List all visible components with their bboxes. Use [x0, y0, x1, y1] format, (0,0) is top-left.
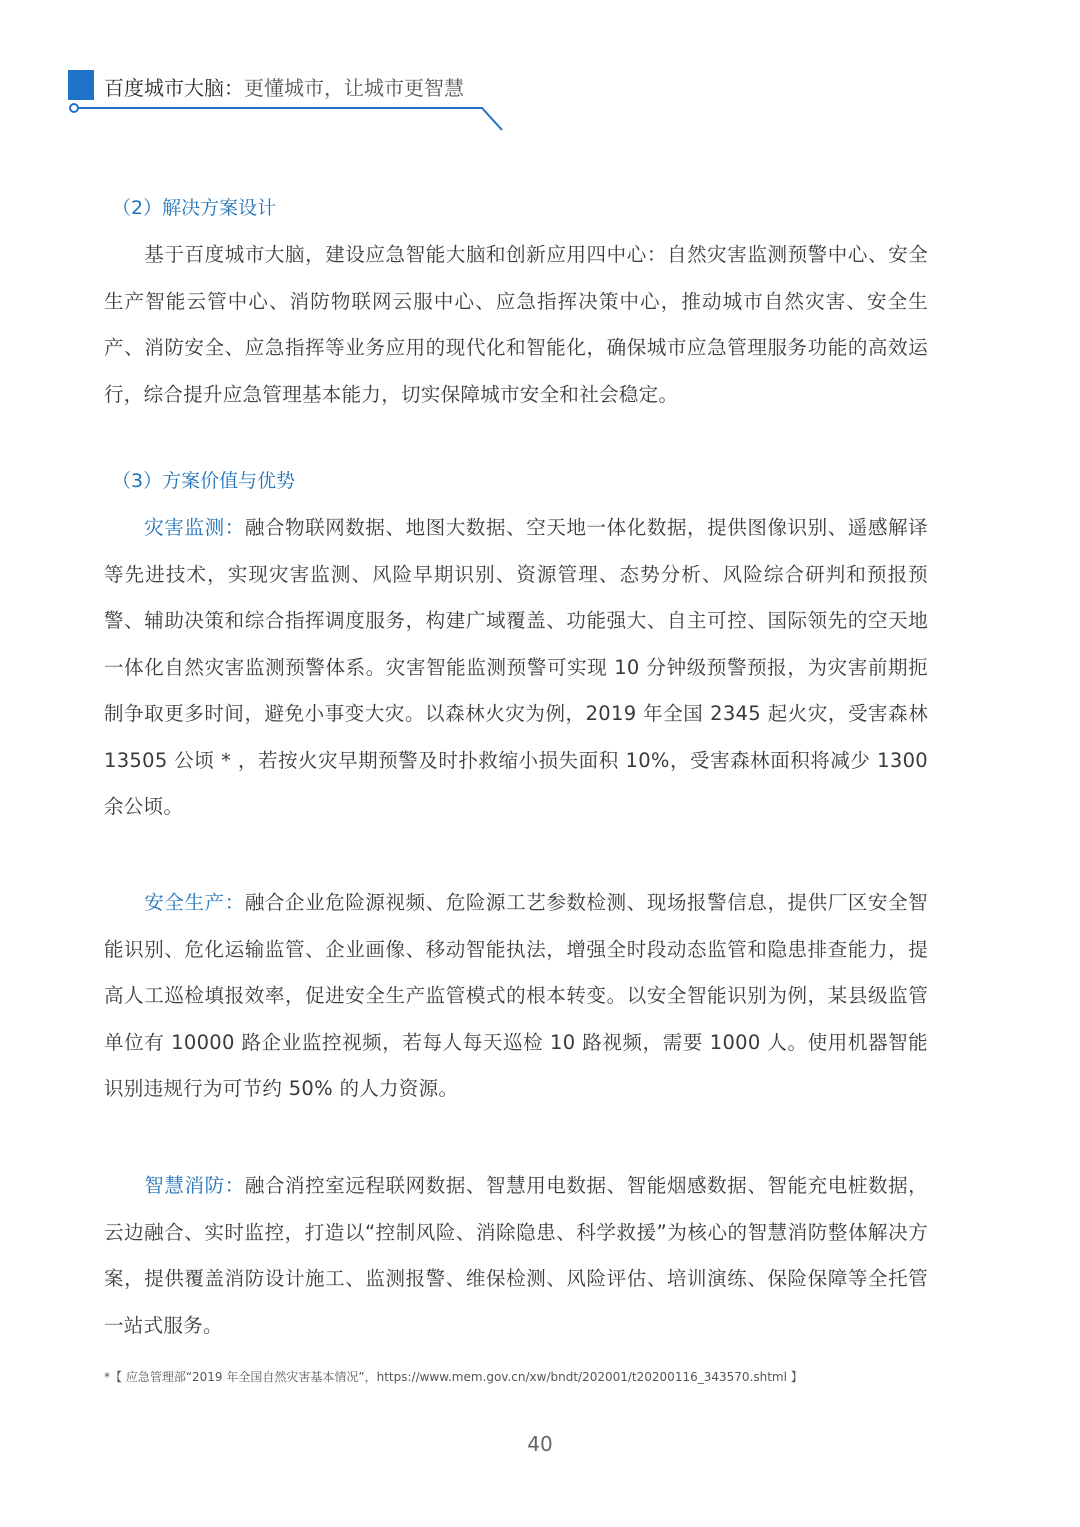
header-title-main: 百度城市大脑：	[104, 76, 244, 100]
header-title-sub: 更懂城市，让城市更智慧	[244, 76, 464, 100]
section-3-heading: （3）方案价值与优势	[112, 470, 296, 492]
section-2-text: 基于百度城市大脑，建设应急智能大脑和创新应用四中心：自然灾害监测预警中心、安全生产智能云管中心、消防物联网云服中心、应急指挥决策中心，推动城市自然灾害、安全生产、消防安全、应急指挥等业务应用的现代化和智能化，确保城市应急管理服务功能的高效运行，综合提升应急管理基本能力，切实保障城市安全和社会稳定。	[104, 243, 928, 406]
smart-fire-text: 融合消控室远程联网数据、智慧用电数据、智能烟感数据、智能充电桩数据，云边融合、实时监控，打造以“控制风险、消除隐患、科学救援”为核心的智慧消防整体解决方案，提供覆盖消防设计施工、监测报警、维保检测、风险评估、培训演练、保险保障等全托管一站式服务。	[104, 1174, 928, 1337]
safety-production-text: 融合企业危险源视频、危险源工艺参数检测、现场报警信息，提供厂区安全智能识别、危化运输监管、企业画像、移动智能执法，增强全时段动态监管和隐患排查能力，提高人工巡检填报效率，促进安全生产监管模式的根本转变。以安全智能识别为例，某县级监管单位有 10000 路企业监控视频，若每人每天巡检 10 路视频，需要 1000 人。使用机器智能识别违规行为可节约 50% 的人力资源。	[104, 891, 928, 1100]
footnote: *【 应急管理部“2019 年全国自然灾害基本情况”，https://www.mem.gov.cn/xw/bndt/202001/t20200116_343570.shtml 】	[104, 1370, 803, 1384]
smart-fire-paragraph	[104, 1163, 928, 1349]
smart-fire-label: 智慧消防：	[144, 1174, 245, 1197]
disaster-monitoring-paragraph	[104, 505, 928, 831]
disaster-monitoring-text: 融合物联网数据、地图大数据、空天地一体化数据，提供图像识别、遥感解译等先进技术，实现灾害监测、风险早期识别、资源管理、态势分析、风险综合研判和预报预警、辅助决策和综合指挥调度服务，构建广域覆盖、功能强大、自主可控、国际领先的空天地一体化自然灾害监测预警体系。灾害智能监测预警可实现 10 分钟级预警预报，为灾害前期扼制争取更多时间，避免小事变大灾。以森林火灾为例，2019 年全国 2345 起火灾，受害森林 13505 公顷 * ，若按火灾早期预警及时扑救缩小损失面积 10%，受害森林面积将减少 1300 余公顷。	[104, 516, 928, 818]
header-circuit-line	[0, 0, 1080, 140]
section-2-heading: （2）解决方案设计	[112, 197, 277, 219]
section-2-paragraph	[104, 232, 928, 418]
disaster-monitoring-label: 灾害监测：	[144, 516, 245, 539]
page-header	[0, 0, 1080, 140]
page-number: 40	[527, 1432, 553, 1456]
safety-production-label: 安全生产：	[144, 891, 245, 914]
safety-production-paragraph	[104, 880, 928, 1113]
